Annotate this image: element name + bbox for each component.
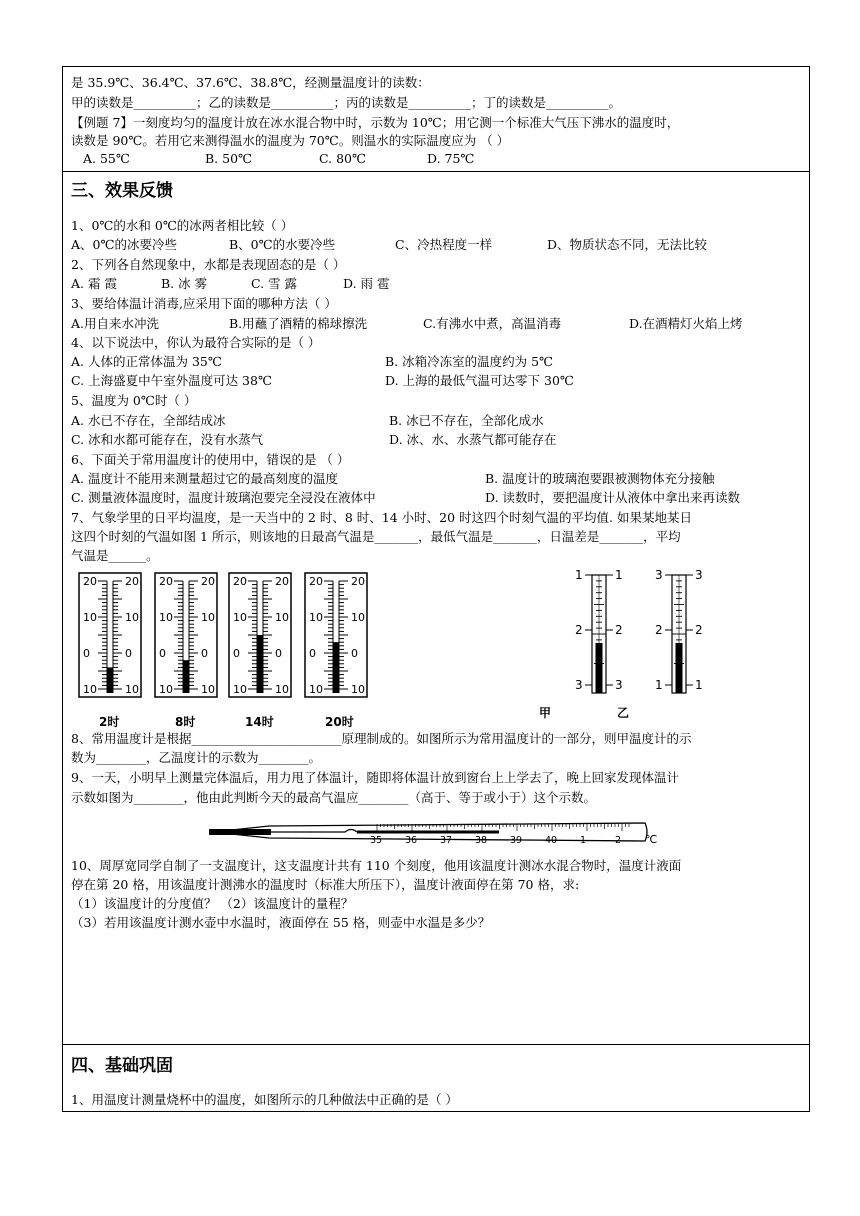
question-10-sub: （3）若用该温度计测水壶中水温时，液面停在 55 格，则壶中水温是多少？ [71, 915, 491, 930]
option: D. 读数时，要把温度计从液体中拿出来再读数 [485, 490, 741, 505]
tick-label: 10 [201, 611, 215, 624]
tick-label: 3 [695, 568, 703, 582]
tick-label: 0 [125, 647, 132, 660]
option: B. 冰 雾 [161, 276, 208, 291]
weather-thermometer [155, 573, 217, 697]
option-b: B. 50℃ [205, 151, 253, 166]
tick-label: 10 [159, 611, 173, 624]
tick-label: 1 [580, 835, 587, 846]
tick-label: 2 [615, 835, 622, 846]
caption-2h: 2时 [99, 715, 120, 729]
tick-label: 35 [370, 835, 383, 846]
tick-label: 2 [575, 623, 583, 637]
liquid-column [333, 642, 339, 693]
tick-label: 39 [510, 835, 523, 846]
option: A. 人体的正常体温为 35℃ [71, 354, 222, 369]
caption-yi: 乙 [617, 706, 630, 720]
caption-8h: 8时 [175, 715, 196, 729]
tick-label: 10 [125, 611, 139, 624]
tick-label: 10 [351, 683, 365, 696]
option: D. 雨 雹 [343, 276, 390, 291]
question-7: 7、气象学里的日平均温度，是一天当中的 2 时、8 时、14 小时、20 时这四个时刻气温的平均值. 如果某地某日 [71, 510, 692, 525]
option: C、冷热程度一样 [395, 237, 493, 252]
tick-label: 1 [695, 678, 703, 692]
text-line: 读数是 90℃。若用它来测得温水的温度为 70℃。则温水的实际温度应为 （ ） [71, 133, 510, 148]
worksheet-frame [62, 66, 810, 1112]
tick-label: 20 [125, 575, 139, 588]
option: D、物质状态不同，无法比较 [547, 237, 708, 252]
option: D. 上海的最低气温可达零下 30℃ [385, 373, 574, 388]
question-1: 1、0℃的水和 0℃的冰两者相比较（ ） [71, 218, 294, 233]
tick-label: 20 [201, 575, 215, 588]
tick-label: 10 [309, 611, 323, 624]
figure-weather-thermometers [77, 571, 377, 731]
option-d: D. 75℃ [427, 151, 475, 166]
tick-label: 20 [83, 575, 97, 588]
option: A. 水已不存在，全部结成冰 [71, 413, 226, 428]
example-7-question: 【例题 7】一刻度均匀的温度计放在冰水混合物中时，示数为 10℃；用它测一个标准大气压下沸水的温度时， [71, 115, 680, 130]
question-7-cont: 气温是______。 [71, 548, 159, 563]
tick-label: 1 [615, 568, 623, 582]
tick-label: 10 [275, 611, 289, 624]
question-4: 4、以下说法中，你认为最符合实际的是（ ） [71, 335, 321, 350]
option: A.用自来水冲洗 [71, 316, 160, 331]
mercury-bulb [209, 829, 271, 835]
tick-label: 3 [615, 678, 623, 692]
tick-label: 10 [159, 683, 173, 696]
liquid-column [676, 643, 683, 693]
tick-label: 20 [309, 575, 323, 588]
tick-label: 2 [615, 623, 623, 637]
question-3: 3、要给体温计消毒,应采用下面的哪种方法（ ） [71, 296, 337, 311]
question-5: 5、温度为 0℃时（ ） [71, 393, 197, 408]
tick-label: 0 [83, 647, 90, 660]
tick-label: 1 [575, 568, 583, 582]
weather-thermometer [79, 573, 141, 697]
text-line: 是 35.9℃、36.4℃、37.6℃、38.8℃，经测量温度计的读数： [71, 75, 430, 90]
option: C. 雪 露 [251, 276, 298, 291]
liquid-column [107, 667, 113, 693]
thermometer-jia [575, 568, 623, 693]
option: B. 温度计的玻璃泡要跟被测物体充分接触 [485, 471, 715, 486]
tick-label: 3 [655, 568, 663, 582]
weather-thermometer [229, 573, 291, 697]
divider [63, 1044, 809, 1045]
mercury-column [357, 831, 499, 834]
option: D. 冰、水、水蒸气都可能存在 [389, 432, 557, 447]
tick-label: 2 [655, 623, 663, 637]
unit-label: ℃ [645, 833, 658, 846]
tick-label: 10 [233, 683, 247, 696]
option-c: C. 80℃ [319, 151, 366, 166]
question-6: 6、下面关于常用温度计的使用中，错误的是 （ ） [71, 452, 350, 467]
tick-label: 40 [545, 835, 558, 846]
question-2: 2、下列各自然现象中，水都是表现固态的是（ ） [71, 257, 346, 272]
tick-label: 10 [83, 611, 97, 624]
figure-thermometers-jia-yi [509, 568, 703, 713]
tick-label: 0 [351, 647, 358, 660]
liquid-column [183, 660, 189, 693]
tick-label: 10 [125, 683, 139, 696]
question-9-cont: 示数如图为________，他由此判断今天的最高气温应________（高于、等于或小于）这个示数。 [71, 790, 597, 805]
tick-label: 10 [275, 683, 289, 696]
tick-label: 20 [275, 575, 289, 588]
option: D.在酒精灯火焰上烤 [629, 316, 743, 331]
tick-label: 0 [309, 647, 316, 660]
divider [63, 171, 809, 172]
tick-label: 0 [201, 647, 208, 660]
tick-label: 10 [201, 683, 215, 696]
option: A. 温度计不能用来测量超过它的最高刻度的温度 [71, 471, 338, 486]
question-8-cont: 数为________，乙温度计的示数为________。 [71, 750, 322, 765]
tick-label: 20 [233, 575, 247, 588]
tick-label: 10 [83, 683, 97, 696]
thermometer-yi [655, 568, 703, 693]
figure-clinical-thermometer [209, 815, 658, 849]
tick-label: 20 [159, 575, 173, 588]
weather-thermometer [305, 573, 367, 697]
caption-14h: 14时 [245, 715, 274, 729]
text-line: 甲的读数是__________；乙的读数是__________；丙的读数是__________；丁的读数是__________。 [71, 95, 622, 110]
tick-label: 36 [405, 835, 418, 846]
question-10: 10、周厚宽同学自制了一支温度计，这支温度计共有 110 个刻度，他用该温度计测冰水混合物时，温度计液面 [71, 858, 682, 873]
option: B. 冰箱冷冻室的温度约为 5℃ [385, 354, 554, 369]
tick-label: 1 [655, 678, 663, 692]
question-10-sub: （1）该温度计的分度值？ （2）该温度计的量程？ [71, 896, 354, 911]
tick-label: 3 [575, 678, 583, 692]
question-9: 9、一天，小明早上测量完体温后，用力甩了体温计，随即将体温计放到窗台上上学去了，晚上回家发现体温计 [71, 770, 679, 785]
option: C.有沸水中煮，高温消毒 [423, 316, 562, 331]
question-8: 8、常用温度计是根据________________________原理制成的。如图所示为常用温度计的一部分，则甲温度计的示 [71, 731, 692, 746]
option: C. 冰和水都可能存在，没有水蒸气 [71, 432, 264, 447]
option: A. 霜 霞 [71, 276, 117, 291]
caption-20h: 20时 [325, 715, 354, 729]
tick-label: 20 [351, 575, 365, 588]
option: C. 测量液体温度时，温度计玻璃泡要完全浸没在液体中 [71, 490, 376, 505]
tick-label: 0 [233, 647, 240, 660]
tick-label: 0 [275, 647, 282, 660]
option: B、0℃的水要冷些 [229, 237, 336, 252]
option: A、0℃的冰要冷些 [71, 237, 177, 252]
option: B. 冰已不存在，全部化成水 [389, 413, 544, 428]
tick-label: 10 [233, 611, 247, 624]
tick-label: 10 [351, 611, 365, 624]
caption-jia: 甲 [539, 706, 552, 720]
section-title: 四、基础巩固 [71, 1056, 173, 1076]
liquid-column [596, 643, 603, 693]
liquid-column [257, 635, 263, 693]
question-10-cont: 停在第 20 格，用该温度计测沸水的温度时（标准大所压下），温度计液面停在第 70 格，求: [71, 877, 580, 892]
question-7-cont: 这四个时刻的气温如图 1 所示，则该地的日最高气温是_______，最低气温是_______，日温差是_______，平均 [71, 529, 681, 544]
option: C. 上海盛夏中午室外温度可达 38℃ [71, 373, 272, 388]
tick-label: 10 [309, 683, 323, 696]
tick-label: 38 [475, 835, 488, 846]
question-1: 1、用温度计测量烧杯中的温度，如图所示的几种做法中正确的是（ ） [71, 1092, 458, 1107]
tick-label: 2 [695, 623, 703, 637]
section-title: 三、效果反馈 [71, 181, 173, 201]
tick-label: 37 [440, 835, 453, 846]
option: B.用蘸了酒精的棉球擦洗 [229, 316, 368, 331]
tick-label: 0 [159, 647, 166, 660]
option-a: A. 55℃ [83, 151, 130, 166]
